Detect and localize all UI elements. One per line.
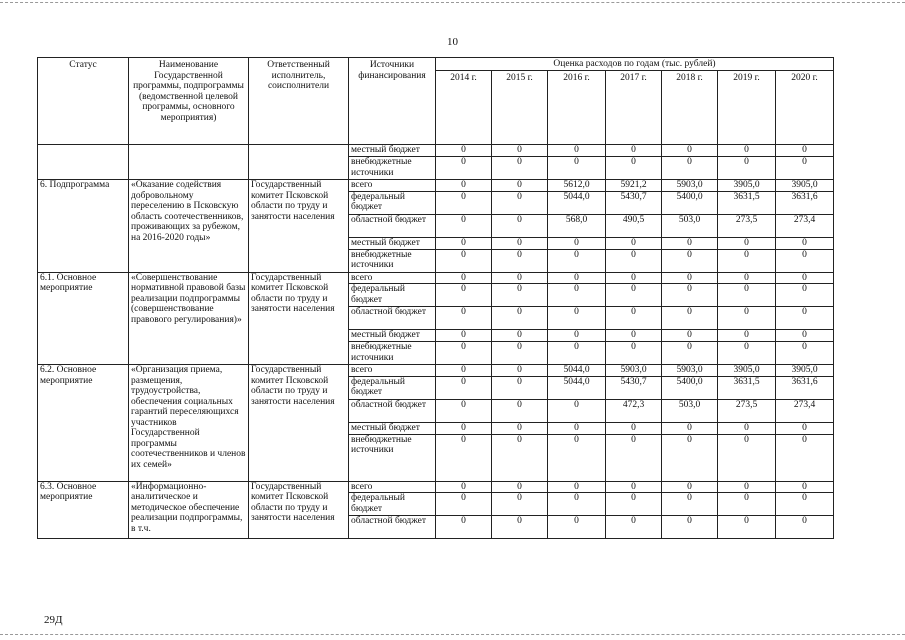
value-cell: 0 [718,284,776,307]
value-cell: 5903,0 [662,365,718,377]
value-cell: 0 [436,434,492,481]
value-cell: 0 [776,493,834,516]
table-row [38,145,834,157]
value-cell: 0 [776,249,834,272]
page-number: 10 [447,36,458,48]
value-cell: 472,3 [606,399,662,422]
header-year: 2015 г. [492,70,548,145]
source-cell: внебюджетные источники [349,434,436,481]
value-cell: 0 [436,516,492,539]
value-cell: 0 [492,214,548,237]
value-cell: 0 [606,157,662,180]
header-status: Статус [38,58,129,145]
value-cell: 0 [436,376,492,399]
value-cell: 273,5 [718,214,776,237]
value-cell: 3631,5 [718,376,776,399]
value-cell: 5612,0 [548,180,606,192]
value-cell: 0 [492,272,548,284]
source-cell: областной бюджет [349,399,436,422]
value-cell: 0 [718,434,776,481]
value-cell: 503,0 [662,214,718,237]
value-cell: 273,5 [718,399,776,422]
scan-edge-top [0,2,905,3]
value-cell: 0 [492,284,548,307]
responsible-cell: Государственный комитет Псковской области по труду и занятости населения [249,180,349,273]
value-cell: 3905,0 [776,365,834,377]
value-cell: 0 [606,145,662,157]
value-cell: 0 [662,516,718,539]
value-cell: 0 [718,342,776,365]
status-cell [38,145,129,180]
source-cell: всего [349,365,436,377]
value-cell: 0 [776,157,834,180]
value-cell: 0 [492,493,548,516]
value-cell: 3905,0 [718,365,776,377]
value-cell: 0 [492,191,548,214]
value-cell: 0 [662,481,718,493]
source-cell: местный бюджет [349,422,436,434]
name-cell [129,145,249,180]
value-cell: 3631,5 [718,191,776,214]
status-cell: 6.1. Основное мероприятие [38,272,129,365]
value-cell: 0 [548,145,606,157]
value-cell: 0 [436,249,492,272]
value-cell: 0 [718,249,776,272]
value-cell: 0 [548,272,606,284]
value-cell: 0 [492,365,548,377]
value-cell: 0 [492,330,548,342]
value-cell: 0 [662,422,718,434]
source-cell: местный бюджет [349,145,436,157]
source-cell: областной бюджет [349,307,436,330]
value-cell: 0 [718,516,776,539]
value-cell: 0 [436,237,492,249]
source-cell: местный бюджет [349,330,436,342]
value-cell: 490,5 [606,214,662,237]
value-cell: 0 [548,481,606,493]
source-cell: областной бюджет [349,516,436,539]
value-cell: 0 [548,237,606,249]
value-cell: 0 [436,180,492,192]
value-cell: 5430,7 [606,191,662,214]
value-cell: 0 [776,272,834,284]
header-row-1 [38,58,834,71]
header-year: 2014 г. [436,70,492,145]
scan-edge-bottom [0,634,905,635]
header-estimate: Оценка расходов по годам (тыс. рублей) [436,58,834,71]
value-cell: 0 [492,237,548,249]
budget-table [37,57,834,539]
header-year: 2016 г. [548,70,606,145]
value-cell: 0 [662,237,718,249]
source-cell: федеральный бюджет [349,284,436,307]
value-cell: 0 [548,330,606,342]
value-cell: 0 [548,307,606,330]
value-cell: 0 [436,330,492,342]
value-cell: 0 [718,493,776,516]
value-cell: 0 [662,157,718,180]
table-row [38,365,834,377]
value-cell: 0 [548,422,606,434]
responsible-cell [249,145,349,180]
value-cell: 0 [776,237,834,249]
responsible-cell: Государственный комитет Псковской области по труду и занятости населения [249,365,349,482]
table-row [38,180,834,192]
value-cell: 0 [776,481,834,493]
value-cell: 0 [776,145,834,157]
value-cell: 568,0 [548,214,606,237]
header-year: 2020 г. [776,70,834,145]
header-year: 2018 г. [662,70,718,145]
name-cell: «Совершенствование нормативной правовой базы реализации подпрограммы (совершенствование правового регулирования)» [129,272,249,365]
value-cell: 0 [548,342,606,365]
source-cell: всего [349,180,436,192]
value-cell: 0 [606,249,662,272]
value-cell: 273,4 [776,214,834,237]
source-cell: внебюджетные источники [349,249,436,272]
value-cell: 0 [718,145,776,157]
value-cell: 503,0 [662,399,718,422]
value-cell: 0 [776,307,834,330]
value-cell: 0 [492,180,548,192]
value-cell: 0 [776,330,834,342]
value-cell: 0 [606,330,662,342]
value-cell: 0 [718,330,776,342]
status-cell: 6.3. Основное мероприятие [38,481,129,539]
value-cell: 0 [662,493,718,516]
value-cell: 0 [492,307,548,330]
value-cell: 0 [718,307,776,330]
value-cell: 0 [606,284,662,307]
value-cell: 0 [662,330,718,342]
value-cell: 0 [492,249,548,272]
value-cell: 0 [718,237,776,249]
value-cell: 3905,0 [776,180,834,192]
value-cell: 0 [492,342,548,365]
value-cell: 0 [492,376,548,399]
table-row [38,481,834,493]
value-cell: 0 [548,516,606,539]
status-cell: 6.2. Основное мероприятие [38,365,129,482]
value-cell: 0 [662,272,718,284]
value-cell: 0 [718,422,776,434]
footer-mark: 29Д [44,614,63,626]
source-cell: внебюджетные источники [349,157,436,180]
source-cell: местный бюджет [349,237,436,249]
value-cell: 0 [776,434,834,481]
value-cell: 0 [436,191,492,214]
value-cell: 0 [436,157,492,180]
value-cell: 0 [606,272,662,284]
value-cell: 3631,6 [776,191,834,214]
value-cell: 0 [548,399,606,422]
value-cell: 0 [436,399,492,422]
value-cell: 0 [662,249,718,272]
name-cell: «Организация приема, размещения, трудоустройства, обеспечения социальных гарантий переселяющихся участников Государственной программы соотечественников и членов их семей» [129,365,249,482]
value-cell: 5400,0 [662,191,718,214]
source-cell: федеральный бюджет [349,376,436,399]
source-cell: федеральный бюджет [349,191,436,214]
value-cell: 0 [606,493,662,516]
value-cell: 0 [436,272,492,284]
value-cell: 5044,0 [548,376,606,399]
value-cell: 5921,2 [606,180,662,192]
header-year: 2017 г. [606,70,662,145]
value-cell: 0 [606,516,662,539]
value-cell: 5430,7 [606,376,662,399]
value-cell: 0 [548,284,606,307]
value-cell: 0 [718,272,776,284]
value-cell: 0 [436,481,492,493]
value-cell: 0 [436,145,492,157]
value-cell: 0 [606,434,662,481]
value-cell: 0 [548,493,606,516]
value-cell: 0 [492,422,548,434]
value-cell: 0 [606,307,662,330]
value-cell: 0 [606,237,662,249]
source-cell: всего [349,272,436,284]
value-cell: 0 [776,422,834,434]
header-sources: Источники финансирования [349,58,436,145]
value-cell: 0 [492,434,548,481]
value-cell: 0 [718,481,776,493]
value-cell: 3631,6 [776,376,834,399]
name-cell: «Оказание содействия добровольному переселению в Псковскую область соотечественников, проживающих за рубежом, на 2016-2020 годы» [129,180,249,273]
value-cell: 0 [662,342,718,365]
value-cell: 0 [436,214,492,237]
value-cell: 0 [776,342,834,365]
header-year: 2019 г. [718,70,776,145]
value-cell: 0 [436,493,492,516]
table-row [38,272,834,284]
responsible-cell: Государственный комитет Псковской области по труду и занятости населения [249,481,349,539]
name-cell: «Информационно-аналитическое и методическое обеспечение реализации подпрограммы, в т.ч. [129,481,249,539]
value-cell: 5044,0 [548,191,606,214]
value-cell: 0 [776,284,834,307]
header-responsible: Ответственный исполнитель, соисполнители [249,58,349,145]
value-cell: 5903,0 [662,180,718,192]
value-cell: 0 [436,422,492,434]
value-cell: 0 [436,284,492,307]
value-cell: 0 [606,342,662,365]
value-cell: 0 [776,516,834,539]
value-cell: 0 [606,481,662,493]
value-cell: 0 [662,145,718,157]
value-cell: 0 [492,145,548,157]
source-cell: всего [349,481,436,493]
value-cell: 5903,0 [606,365,662,377]
source-cell: внебюджетные источники [349,342,436,365]
value-cell: 0 [492,516,548,539]
header-name: Наименование Государственной программы, подпрограммы (ведомственной целевой программы, основного мероприятия) [129,58,249,145]
value-cell: 0 [436,342,492,365]
value-cell: 0 [492,157,548,180]
value-cell: 5400,0 [662,376,718,399]
value-cell: 0 [662,307,718,330]
value-cell: 0 [492,481,548,493]
value-cell: 0 [548,434,606,481]
value-cell: 0 [492,399,548,422]
value-cell: 0 [548,157,606,180]
value-cell: 0 [662,434,718,481]
value-cell: 0 [436,365,492,377]
value-cell: 0 [436,307,492,330]
value-cell: 273,4 [776,399,834,422]
value-cell: 0 [718,157,776,180]
value-cell: 0 [548,249,606,272]
value-cell: 5044,0 [548,365,606,377]
value-cell: 0 [606,422,662,434]
source-cell: федеральный бюджет [349,493,436,516]
value-cell: 3905,0 [718,180,776,192]
responsible-cell: Государственный комитет Псковской области по труду и занятости населения [249,272,349,365]
status-cell: 6. Подпрограмма [38,180,129,273]
source-cell: областной бюджет [349,214,436,237]
value-cell: 0 [662,284,718,307]
